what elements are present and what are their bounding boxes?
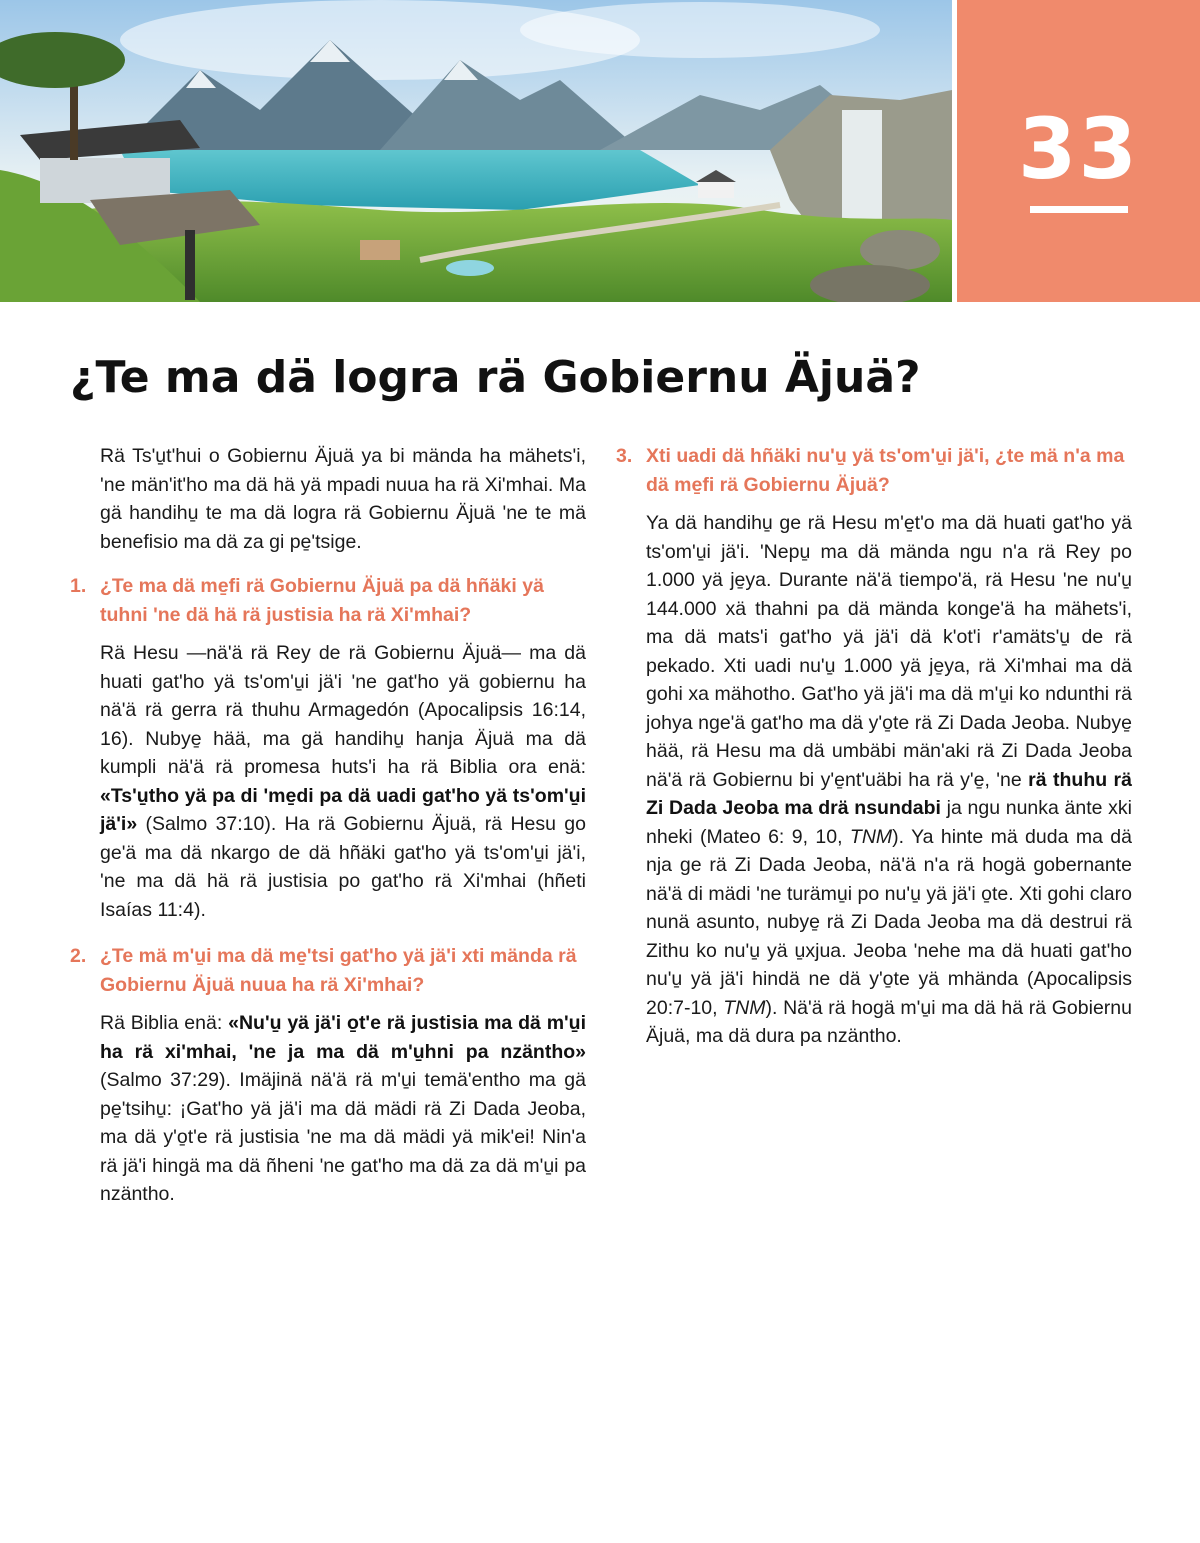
question-text: Xti uadi dä hñäki nu'u̱ yä ts'om'u̱i jä'i, ¿te mä n'a ma dä me̱fi rä Gobiernu Äjuä? (646, 445, 1125, 496)
right-column (616, 442, 1132, 1051)
answer-text: Rä Biblia enä: (100, 1012, 229, 1034)
answer-text: ). Ya hinte mä duda ma dä nja ge rä Zi Dada Jeoba, nä'ä n'a rä hogä gobernante nä'ä di mädi 'ne turämu̱i po nu'u̱ yä jä'i o̱te. Xti gohi claro nunä asunto, nubye̱ rä Zi Dada Jeoba ma dä destrui rä Zithu ko nu'u̱ yä u̱xjua. Jeoba 'nehe ma dä huati gat'ho nu'u̱ yä jä'i hindä ne dä y'o̱te yä mhända (Apocalipsis 20:7-10, (646, 825, 1132, 1019)
question-number: 3. (616, 445, 633, 467)
question-text: ¿Te mä m'u̱i ma dä me̱'tsi gat'ho yä jä'i xti mända rä Gobiernu Äjuä nuua ha rä Xi'mhai? (100, 945, 577, 996)
bible-version-abbrev: TNM (849, 825, 893, 848)
question-3 (616, 442, 1132, 499)
page-title: ¿Te ma dä logra rä Gobiernu Äjuä? (70, 352, 921, 403)
question-number: 2. (70, 945, 87, 967)
answer-text: Rä Hesu —nä'ä rä Rey de rä Gobiernu Äjuä— ma dä huati gat'ho yä ts'om'u̱i jä'i 'ne gat'ho yä gobiernu ha nä'ä rä gerra rä thuhu Armagedón (Apocalipsis 16:14, 16). Nubye̱ hää, ma gä handihu̱ hanja Äjuä ma dä kumpli nä'ä rä promesa huts'i ha rä Biblia ora enä: (100, 642, 586, 778)
lesson-number: 33 (1018, 100, 1139, 198)
answer-text: (Salmo 37:10). Ha rä Gobiernu Äjuä, rä Hesu go ge'ä ma dä nkargo de dä hñäki gat'ho yä ts'om'u̱i jä'i, 'ne ma dä hä rä justisia po gat'ho rä Xi'mhai (hñeti Isaías 11:4). (100, 813, 586, 921)
answer-text: ja ngu nunka änte xki nheki (Mateo 6: 9, 10, (646, 797, 1132, 848)
question-2 (70, 942, 586, 999)
question-1 (70, 572, 586, 629)
answer-text: Ya dä handihu̱ ge rä Hesu m'e̱t'o ma dä huati gat'ho yä ts'om'u̱i jä'i. 'Nepu̱ ma dä mända ngu n'a rä Rey po 1.000 yä je̱ya. Durante nä'ä tiempo'ä, rä Hesu 'ne nu'u̱ 144.000 xä thahni pa dä mända konge'ä ha mähets'i, ma dä mats'i gat'ho yä jä'i dä k'ot'i r'amäts'u̱ de rä pekado. Xti uadi nu'u̱ 1.000 yä je̱ya, rä Xi'mhai ma dä gohi xa mähotho. Gat'ho yä jä'i ma dä m'u̱i ko ndunthi rä johya nge'ä gat'ho ma dä y'o̱te rä Zi Dada Jeoba. Nubye̱ hää, rä Hesu ma dä umbäbi män'aki rä Zi Dada Jeoba nä'ä rä Gobiernu bi y'e̱nt'uäbi ha rä y'e̱, 'ne (646, 512, 1132, 791)
answer-paragraph-3 (616, 509, 1132, 1051)
intro-paragraph: Rä Ts'u̱t'hui o Gobiernu Äjuä ya bi mända ha mähets'i, 'ne män'it'ho ma dä hä yä mpadi nuua ha rä Xi'mhai. Ma gä handihu̱ te ma dä logra rä Gobiernu Äjuä 'ne te mä benefisio ma dä za gi pe̱'tsige. (100, 445, 586, 553)
answer-text: (Salmo 37:29). Imäjinä nä'ä rä m'u̱i temä'entho ma gä pe̱'tsihu̱: ¡Gat'ho yä jä'i ma dä mädi rä Zi Dada Jeoba, ma dä y'o̱t'e rä justisia 'ne ma dä mädi yä mik'ei! Nin'a rä jä'i hingä ma dä ñheni 'ne gat'ho ma dä za dä m'u̱i pa nzäntho. (100, 1069, 586, 1205)
question-text: ¿Te ma dä me̱fi rä Gobiernu Äjuä pa dä hñäki yä tuhni 'ne dä hä rä justisia ha rä Xi'mhai? (100, 575, 544, 626)
lesson-number-box (957, 0, 1200, 302)
answer-text: ). Nä'ä rä hogä m'u̱i ma dä hä rä Gobiernu Äjuä, ma dä dura pa nzäntho. (646, 996, 1132, 1047)
lesson-number-underline (1030, 206, 1128, 213)
left-column (70, 442, 586, 1209)
answer-bold-quote: rä thuhu rä Zi Dada Jeoba ma drä nsundabi (646, 768, 1132, 819)
answer-paragraph-1 (70, 639, 586, 924)
hero-image (0, 0, 952, 302)
answer-paragraph-2 (70, 1009, 586, 1209)
answer-bold-quote: «Nu'u̱ yä jä'i o̱t'e rä justisia ma dä m'u̱i ha rä xi'mhai, 'ne ja ma dä m'u̱hni pa nzäntho» (100, 1012, 587, 1063)
bible-version-abbrev: TNM (723, 996, 766, 1019)
answer-bold-quote: «Ts'u̱tho yä pa di 'me̱di pa dä uadi gat'ho yä ts'om'u̱i jä'i» (100, 784, 586, 835)
question-number: 1. (70, 575, 87, 597)
